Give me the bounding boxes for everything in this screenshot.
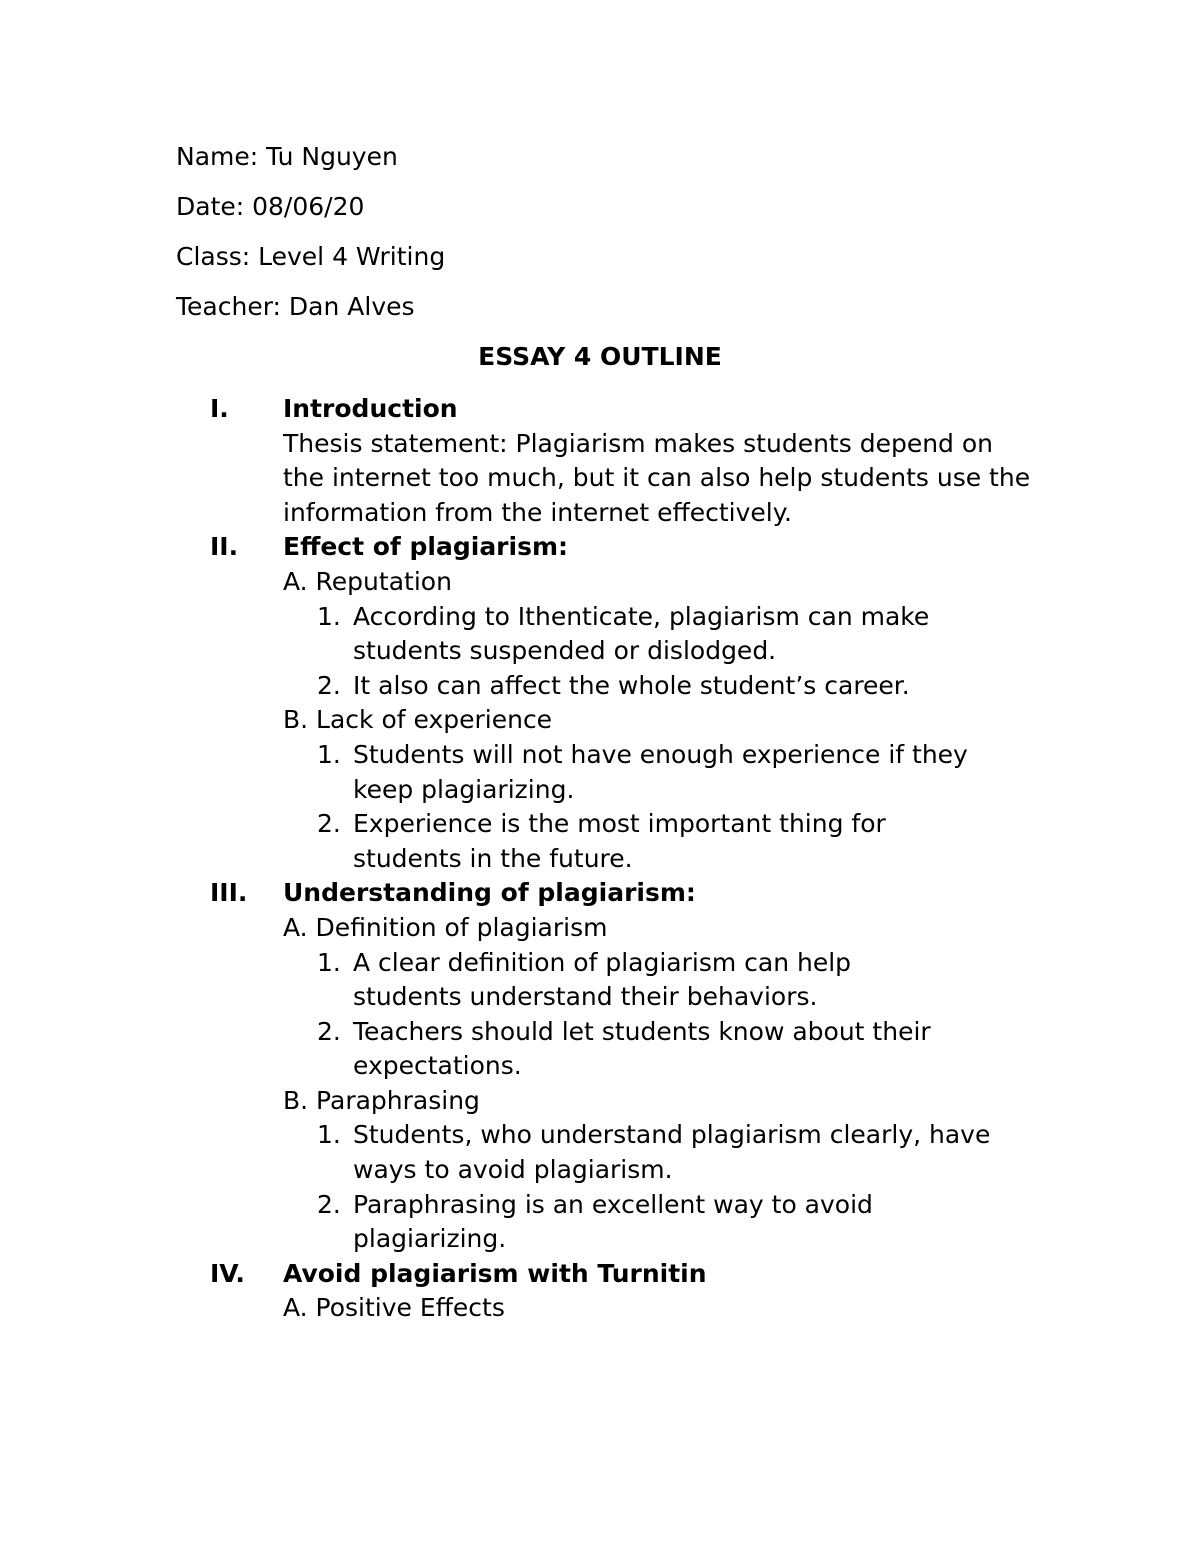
list-item bbox=[283, 1118, 1053, 1187]
outline bbox=[210, 392, 1040, 1326]
section-understanding bbox=[210, 876, 1040, 1257]
item-number: 2. bbox=[317, 809, 341, 839]
subsection-positive-effects bbox=[283, 1291, 1040, 1326]
item-number: 1. bbox=[317, 739, 341, 769]
subsection-label: A. Positive Effects bbox=[283, 1293, 505, 1323]
item-text: Experience is the most important thing for students in the future. bbox=[353, 809, 886, 873]
item-number: 2. bbox=[317, 1189, 341, 1219]
document-title: ESSAY 4 OUTLINE bbox=[478, 342, 722, 371]
subsection-label: B. Lack of experience bbox=[283, 705, 553, 735]
section-title: Understanding of plagiarism: bbox=[283, 878, 696, 908]
item-number: 1. bbox=[317, 947, 341, 977]
section-title: Effect of plagiarism: bbox=[283, 532, 569, 562]
item-text: Students will not have enough experience if they keep plagiarizing. bbox=[353, 739, 968, 804]
student-name: Name: Tu Nguyen bbox=[176, 142, 398, 171]
subsection-reputation bbox=[283, 565, 1040, 703]
section-effect bbox=[210, 530, 1040, 876]
subsection-paraphrasing bbox=[283, 1084, 1040, 1257]
item-text: It also can affect the whole student’s career. bbox=[353, 670, 910, 700]
item-text: Teachers should let students know about their expectations. bbox=[353, 1016, 931, 1081]
section-introduction bbox=[210, 392, 1040, 530]
section-numeral: III. bbox=[210, 878, 248, 908]
subsection-lack-of-experience bbox=[283, 703, 1040, 876]
list-item bbox=[283, 807, 993, 876]
item-number: 2. bbox=[317, 670, 341, 700]
teacher-line: Teacher: Dan Alves bbox=[176, 292, 415, 321]
item-text: Students, who understand plagiarism clearly, have ways to avoid plagiarism. bbox=[353, 1120, 991, 1185]
subsection-label: B. Paraphrasing bbox=[283, 1085, 480, 1115]
section-title: Avoid plagiarism with Turnitin bbox=[283, 1258, 707, 1288]
class-line: Class: Level 4 Writing bbox=[176, 242, 446, 271]
item-text: According to Ithenticate, plagiarism can make students suspended or dislodged. bbox=[353, 601, 930, 666]
item-text: A clear definition of plagiarism can help students understand their behaviors. bbox=[353, 947, 852, 1012]
subsection-definition bbox=[283, 911, 1040, 1084]
list-item bbox=[283, 738, 1033, 807]
item-number: 1. bbox=[317, 1120, 341, 1150]
subsection-label: A. Definition of plagiarism bbox=[283, 912, 608, 942]
item-text: Paraphrasing is an excellent way to avoid plagiarizing. bbox=[353, 1189, 873, 1254]
list-item bbox=[283, 669, 1053, 704]
list-item bbox=[283, 600, 993, 669]
section-title: Introduction bbox=[283, 394, 458, 423]
thesis-statement: Thesis statement: Plagiarism makes students depend on the internet too much, but it can also help students use the information from the internet effectively. bbox=[283, 428, 1031, 527]
list-item bbox=[283, 946, 963, 1015]
list-item bbox=[283, 1015, 1073, 1084]
subsection-label: A. Reputation bbox=[283, 566, 452, 596]
list-item bbox=[283, 1188, 1013, 1257]
section-numeral: II. bbox=[210, 532, 239, 562]
section-numeral: I. bbox=[210, 394, 229, 423]
item-number: 2. bbox=[317, 1016, 341, 1046]
section-turnitin bbox=[210, 1257, 1040, 1326]
item-number: 1. bbox=[317, 601, 341, 631]
section-numeral: IV. bbox=[210, 1258, 245, 1288]
date-line: Date: 08/06/20 bbox=[176, 192, 365, 221]
